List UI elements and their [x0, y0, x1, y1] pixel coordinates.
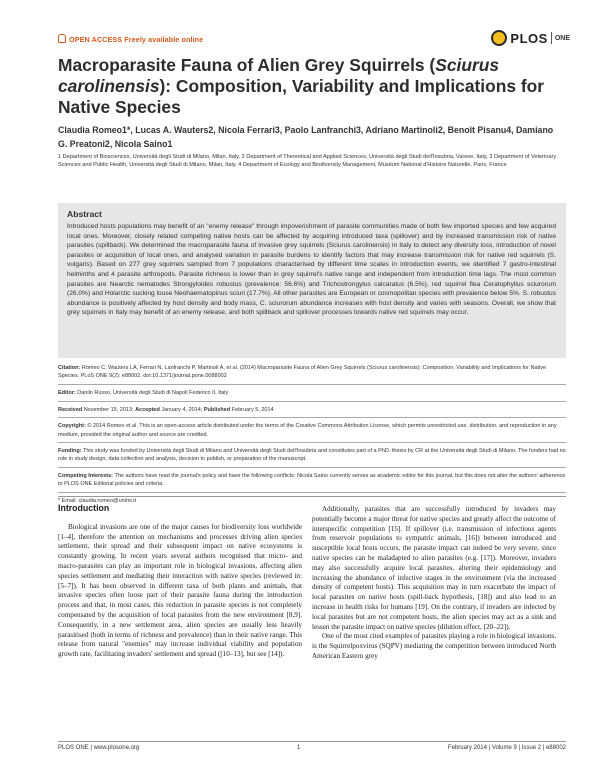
- open-access-label: OPEN ACCESS Freely available online: [58, 34, 203, 44]
- abstract-box: [58, 203, 566, 358]
- dates: Received November 15, 2013; Accepted January 4, 2014; Published February 5, 2014: [58, 406, 274, 413]
- abstract-text: Introduced hosts populations may benefit of an "enemy release" through impoverishment of parasite communities made of both few imported species and few acquired local ones. Moreover, closely related competing native hosts can be affected by acquiring introduced taxa (spillover) and by increased transmission risk of native parasites (spillback). We determined the macroparasite fauna of invasive grey squirrels (Sciurus carolinensis) in Italy to detect any diversity loss, introduction of novel parasites or acquisition of local ones, and analysed variation in parasite burdens to identify factors that may increase transmission risk for native red squirrels (S. vulgaris). Based on 277 grey squirrels sampled from 7 populations characterised by different time scales in introduction events, we identified 7 gastro-intestinal helminths and 4 parasite arthropods. Parasite richness is lower than in grey squirrel's native range and independent from introduction time lags. The most common parasites are Nearctic nematodes Strongyloides robustus (prevalence: 56.6%) and Trichostrongylus calcaratus (6.5%), red squirrel flea Ceratophyllus sciurorum (26.0%) and Holarctic sucking louse Neohaematopinus sciuri (17.7%). All other parasites are European or cosmopolitan species with prevalence below 5%. S. robustus abundance is positively affected by host density and body mass, C. sciurorum abundance increases with host density and varies with seasons. Overall, we show that grey squirrels in Italy may benefit of an enemy release, and both spillback and spillover processes towards native red squirrels may occur.: [67, 223, 556, 317]
- body-column-left: [58, 504, 302, 660]
- page-number: 1: [297, 745, 301, 751]
- competing-interests: Competing Interests: The authors have read the journal's policy and have the following conflicts: Nicola Saino currently serves as academic editor for this journal, but this does not alter the authors' adherence to PLOS ONE Editorial policies and criteria.: [58, 473, 566, 488]
- paragraph: Additionally, parasites that are successfully introduced by invaders may potentially become a major threat for native species and greatly affect the outcome of interspecific competition [15]. If spillover (i.e. transmission of infectious agents from reservoir populations to sympatric animals, [16]) between introduced and susceptible local hosts occurs, the parasite impact can indeed be very severe, since native species can be maladapted to alien parasites (e.g. [17]). Moreover, invaders may also successfully acquire local parasites, altering their epidemiology and increasing the abundance of infective stages in the environment (via the increased density of competent hosts). This acquisition may in turn exacerbate the impact of local parasites on native hosts (spill-back hypothesis, [18]) and also lead to an increase in health risks for humans [19]. On the contrary, if invaders are infected by local parasites but are not competent hosts, the alien species may act as a sink and lessen the parasite impact on native species (dilution effect, [20–22]).: [312, 505, 556, 631]
- affiliations: 1 Department of Biosciences, Università degli Studi di Milano, Milan, Italy, 2 Department of Theoretical and Applied Sciences, Università degli Studi dell'Insubria, Varese, Italy, 3 Department of Veterinary Sciences and Public Health, Università degli Studi di Milano, Milan, Italy, 4 Department of Ecology and Biodiversity Management, Muséum National d'Histoire Naturelle, Paris, France: [58, 154, 557, 169]
- footer-issue: February 2014 | Volume 9 | Issue 2 | e88002: [447, 745, 566, 751]
- funding: Funding: This study was funded by Università degli Studi di Milano and Università degli Studi dell'Insubria and constitutes part of a PhD. thesis by CR at the Università degli Studi di Milano. The funders had no role in study design, data collection and analysis, decision to publish, or preparation of the manuscript.: [58, 448, 566, 463]
- author-list: Claudia Romeo1*, Lucas A. Wauters2, Nicola Ferrari3, Paolo Lanfranchi3, Adriano Martinoli2, Benoît Pisanu4, Damiano G. Preatoni2, Nicola Saino1: [58, 125, 554, 149]
- citation: Citation: Romeo C, Wauters LA, Ferrari N, Lanfranchi P, Martinoli A, et al. (2014) Macroparasite Fauna of Alien Grey Squirrels (Sciurus carolinensis): Composition, Variability and Implications for Native Species. PLoS ONE 9(2): e88002. doi:10.1371/journal.pone.0088002: [58, 365, 547, 380]
- footer-journal[interactable]: PLOS ONE | www.plosone.org: [58, 745, 140, 751]
- abstract-heading: Abstract: [67, 209, 102, 219]
- paragraph: Biological invasions are one of the major causes for biodiversity loss worldwide [1–4], therefore the attention on mechanisms and processes driving alien species settlement, their spread and their subsequent impact on native ecosystems is constantly growing. In recent years several authors recognised that micro- and macro-parasites can play an important role in biological invasions, affecting alien species settlement and mediating their interaction with native species (reviewed in: [5–7]). It has been observed in different taxa of both plants and animals, that invasive species often loose part of their parasite fauna during the introduction process and that, in most cases, this reduction in parasite species is not completely compensated by the acquisition of local parasites from the new environment [8,9]. Consequently, in a new settlement area, alien species are usually less heavily parasitised (both in terms of richness and prevalence) than in their native range. This release from natural "enemies" may increase individual viability and population growth rate, facilitating invaders' settlement and spread ([10–13], but see [14]).: [58, 522, 302, 659]
- open-lock-icon: [58, 34, 66, 43]
- article-title: Macroparasite Fauna of Alien Grey Squirrels (Sciurus carolinensis): Composition, Variability and Implications for Native Species: [58, 55, 545, 117]
- paragraph: One of the most cited examples of parasites playing a role in biological invasions, is the Squirrelpoxvirus (SQPV) mediating the competition between introduced North American Eastern grey: [312, 632, 556, 660]
- copyright: Copyright: © 2014 Romeo et al. This is an open-access article distributed under the terms of the Creative Commons Attribution License, which permits unrestricted use, distribution, and reproduction in any medium, provided the original author and source are credited.: [58, 423, 557, 438]
- journal-header: [58, 28, 570, 50]
- page-footer: [58, 745, 566, 755]
- article-metadata: [58, 364, 566, 509]
- contact-email[interactable]: * Email: claudia.romeo@unimi.it: [58, 498, 137, 505]
- plos-one-logo[interactable]: PLOS ONE: [491, 28, 570, 48]
- section-heading-introduction: Introduction: [58, 503, 110, 513]
- body-column-right: [312, 505, 556, 662]
- editor: Editor: Danilo Russo, Università degli Studi di Napoli Federico II, Italy: [58, 389, 229, 396]
- plos-logo-icon: [491, 30, 507, 46]
